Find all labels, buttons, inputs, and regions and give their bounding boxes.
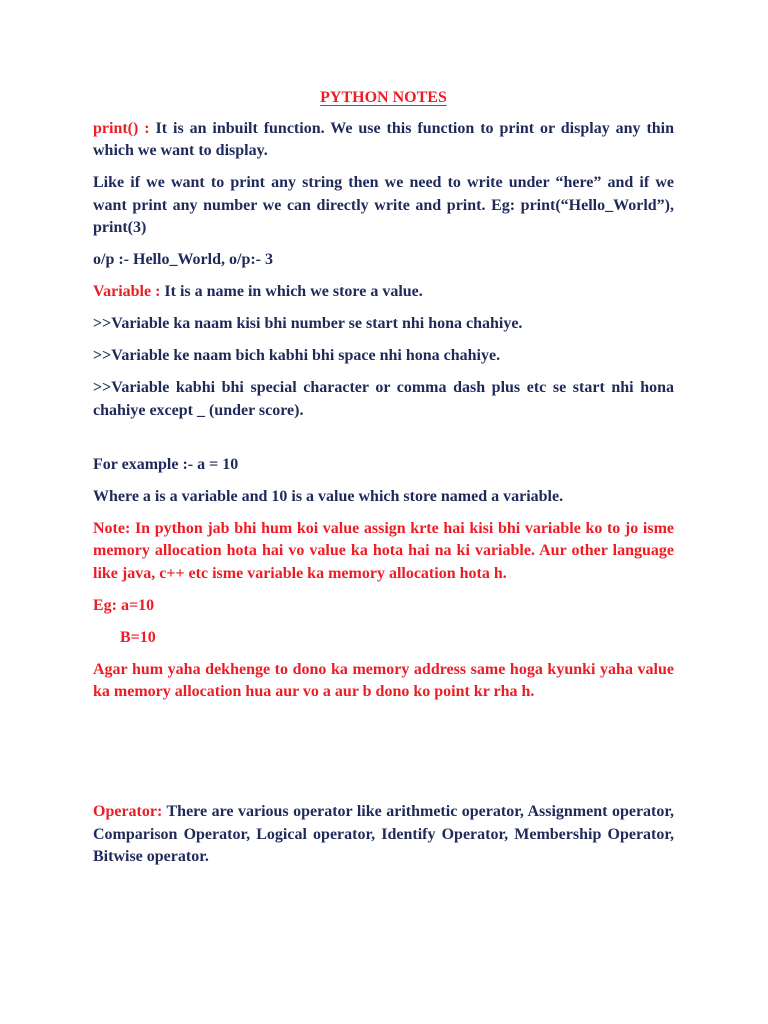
print-usage-paragraph: Like if we want to print any string then we need to write under “here” and if we want print any number we can directly write and print. Eg: print(“Hello_World”), print(3)	[93, 174, 674, 236]
operator-paragraph	[93, 801, 674, 869]
variable-explanation: Where a is a variable and 10 is a value which store named a variable.	[93, 487, 564, 505]
example-line-a: Eg: a=10	[93, 596, 155, 614]
example-line-b: B=10	[120, 628, 156, 646]
variable-example: For example :- a = 10	[93, 455, 239, 473]
print-definition-paragraph	[93, 118, 674, 163]
memory-address-note: Agar hum yaha dekhenge to dono ka memory address same hoga kyunki yaha value ka memory allocation hua aur vo a aur b dono ko point kr rha h.	[93, 660, 674, 700]
operator-label: Operator:	[93, 803, 163, 820]
variable-definition-paragraph	[93, 281, 674, 304]
spacer	[93, 713, 674, 801]
spacer	[93, 432, 674, 454]
memory-allocation-note: Note: In python jab bhi hum koi value assign krte hai kisi bhi variable ko to jo isme memory allocation hota hai vo value ka hota hai na ki variable. Aur other language like java, c++ etc isme variable ka memory allocation hota h.	[93, 519, 674, 582]
variable-rule-3: >>Variable kabhi bhi special character or comma dash plus etc se start nhi hona chahiye except _ (under score).	[93, 379, 674, 419]
print-label: print() :	[93, 119, 150, 137]
variable-rule-2: >>Variable ke naam bich kabhi bhi space nhi hona chahiye.	[93, 347, 501, 364]
page-title: PYTHON NOTES	[320, 89, 447, 106]
variable-label: Variable :	[93, 283, 161, 300]
document-page	[93, 87, 674, 878]
variable-definition: It is a name in which we store a value.	[160, 283, 423, 300]
print-definition: It is an inbuilt function. We use this function to print or display any thin which we want to display.	[93, 119, 675, 159]
operator-definition: There are various operator like arithmetic operator, Assignment operator, Comparison Operator, Logical operator, Identify Operator, Membership Operator, Bitwise operator.	[93, 803, 674, 865]
print-output-line: o/p :- Hello_World, o/p:- 3	[93, 251, 273, 268]
variable-rule-1: >>Variable ka naam kisi bhi number se start nhi hona chahiye.	[93, 315, 523, 332]
